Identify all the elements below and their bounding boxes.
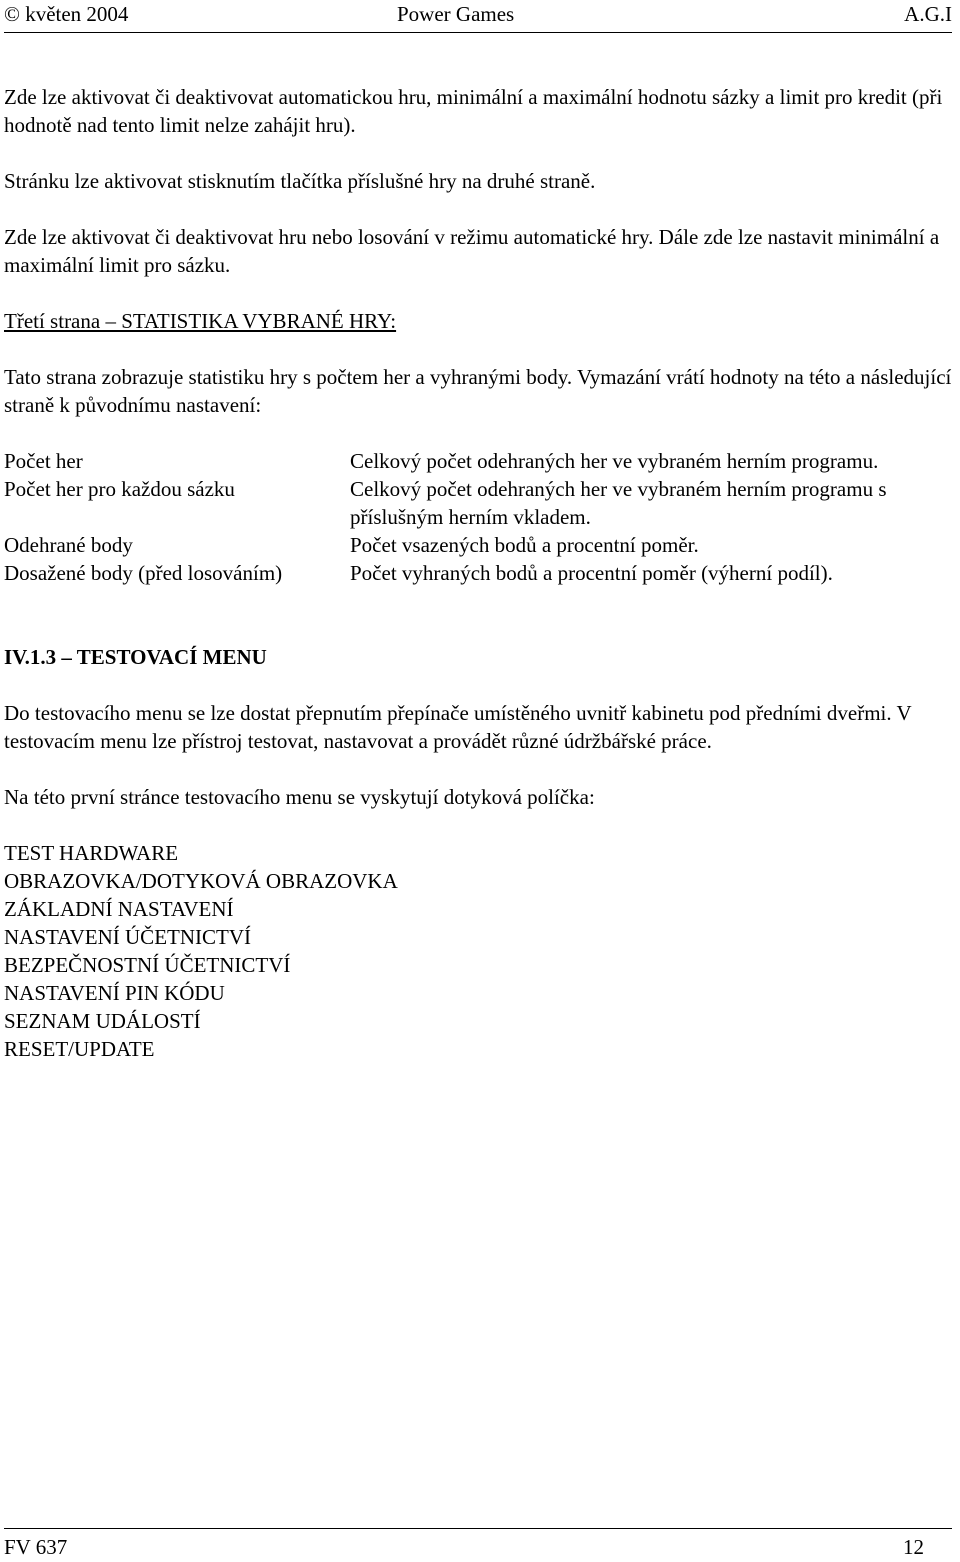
page-header — [4, 0, 952, 33]
list-item: SEZNAM UDÁLOSTÍ — [4, 1009, 201, 1033]
footer-document-code: FV 637 — [4, 1535, 68, 1559]
list-item: RESET/UPDATE — [4, 1037, 155, 1061]
stat-definition: Celkový počet odehraných her ve vybraném herním programu. — [350, 449, 879, 473]
stat-definition: Počet vsazených bodů a procentní poměr. — [350, 533, 699, 557]
heading-third-page: Třetí strana – STATISTIKA VYBRANÉ HRY: — [4, 309, 397, 333]
statistics-definition-list — [4, 447, 954, 587]
list-item: OBRAZOVKA/DOTYKOVÁ OBRAZOVKA — [4, 869, 398, 893]
page-content — [4, 83, 954, 1063]
list-item: NASTAVENÍ PIN KÓDU — [4, 981, 225, 1005]
stat-term: Dosažené body (před losováním) — [4, 561, 283, 585]
header-code: A.G.I — [904, 2, 952, 26]
footer-page-number: 12 — [903, 1535, 924, 1559]
header-copyright: © květen 2004 — [4, 2, 129, 26]
page-footer — [4, 1528, 952, 1562]
test-menu-items — [4, 839, 954, 1063]
stat-definition: Počet vyhraných bodů a procentní poměr (výherní podíl). — [350, 561, 833, 585]
stat-term: Počet her — [4, 449, 83, 473]
stat-term: Odehrané body — [4, 533, 133, 557]
list-item: BEZPEČNOSTNÍ ÚČETNICTVÍ — [4, 953, 291, 977]
list-item: NASTAVENÍ ÚČETNICTVÍ — [4, 925, 251, 949]
paragraph-test-menu-access: Do testovacího menu se lze dostat přepnutím přepínače umístěného uvnitř kabinetu pod předními dveřmi. V testovacím menu lze přístroj testovat, nastavovat a provádět různé údržbářské práce. — [4, 701, 912, 753]
paragraph-page-activation: Stránku lze aktivovat stisknutím tlačítka příslušné hry na druhé straně. — [4, 169, 596, 193]
paragraph-auto-play: Zde lze aktivovat či deaktivovat automatickou hru, minimální a maximální hodnotu sázky a limit pro kredit (při hodnotě nad tento limit nelze zahájit hru). — [4, 85, 943, 137]
section-heading-test-menu: IV.1.3 – TESTOVACÍ MENU — [4, 645, 267, 669]
stat-term: Počet her pro každou sázku — [4, 477, 235, 501]
paragraph-game-settings: Zde lze aktivovat či deaktivovat hru nebo losování v režimu automatické hry. Dále zde lze nastavit minimální a maximální limit pro sázku. — [4, 225, 940, 277]
paragraph-touch-fields-intro: Na této první stránce testovacího menu se vyskytují dotyková políčka: — [4, 785, 595, 809]
header-title: Power Games — [397, 2, 515, 26]
paragraph-statistics-intro: Tato strana zobrazuje statistiku hry s počtem her a vyhranými body. Vymazání vrátí hodnoty na této a následující straně k původnímu nastavení: — [4, 365, 952, 417]
stat-definition: Celkový počet odehraných her ve vybraném herním programu s příslušným herním vkladem. — [350, 477, 887, 529]
list-item: TEST HARDWARE — [4, 841, 179, 865]
list-item: ZÁKLADNÍ NASTAVENÍ — [4, 897, 234, 921]
